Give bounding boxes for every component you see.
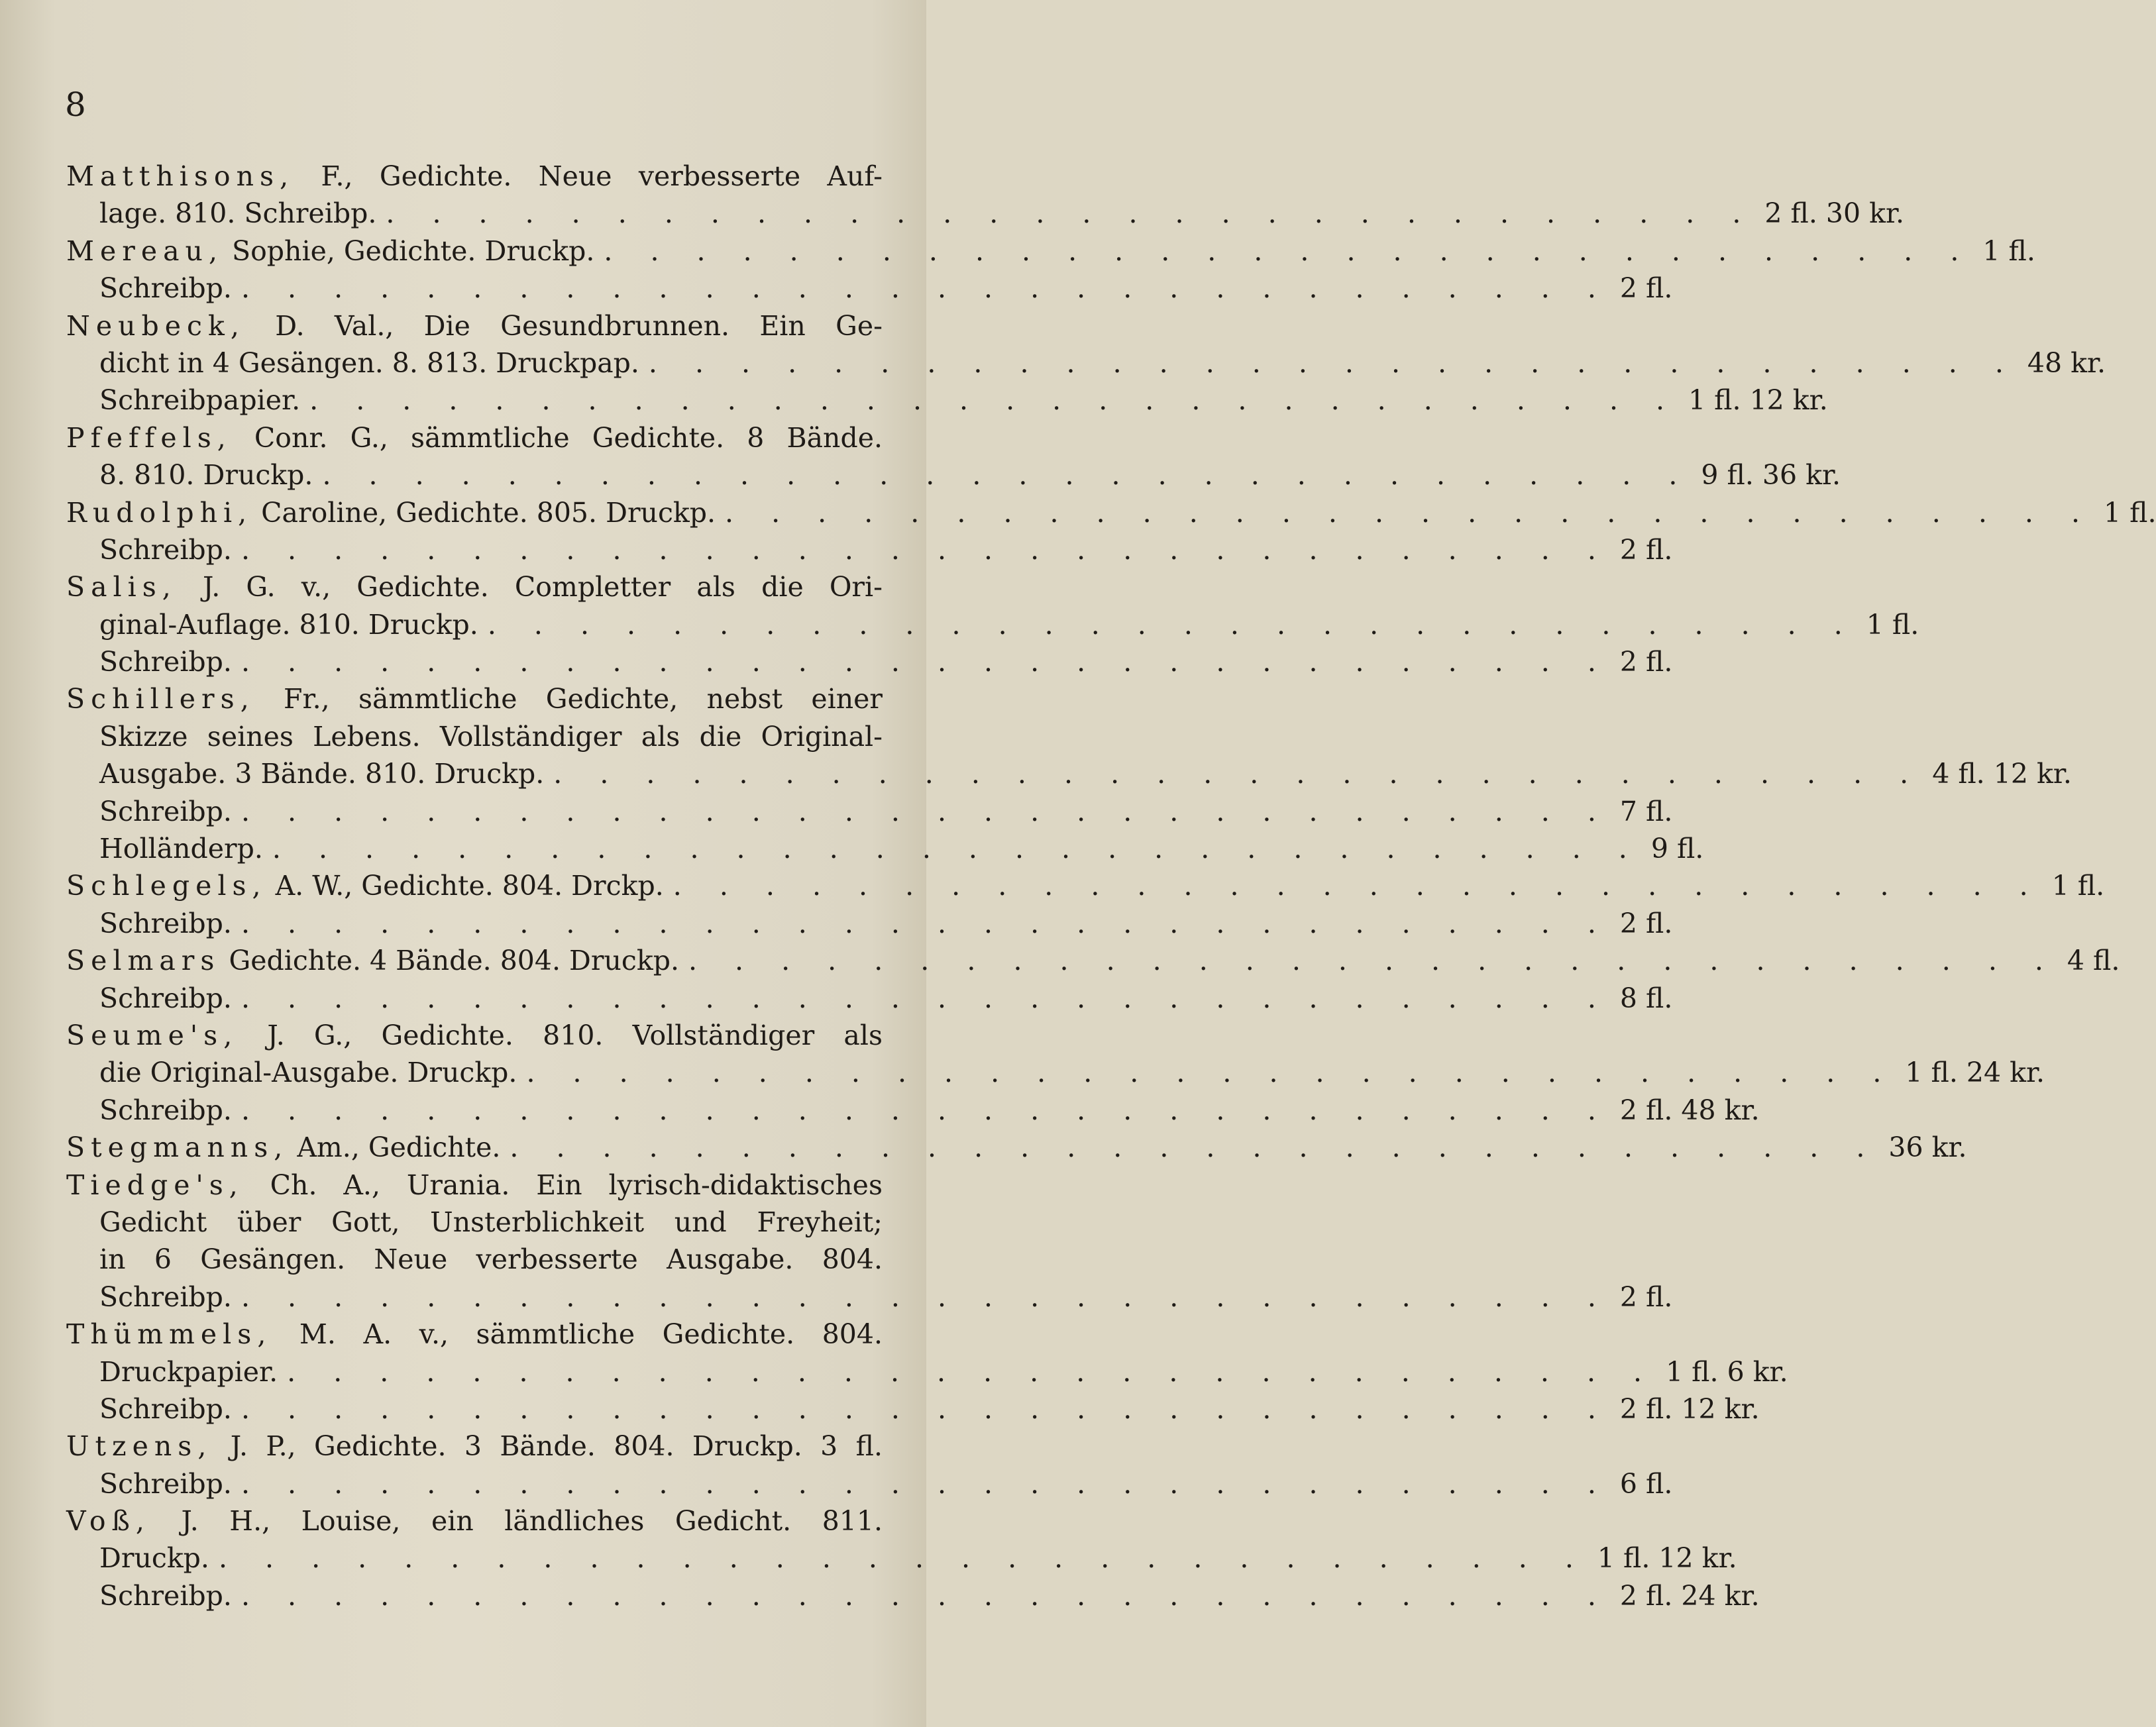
- entry-line: [66, 1502, 883, 1540]
- entry-description: A. W., Gedichte. 804. Drckp.: [266, 870, 664, 902]
- catalog-entry: [66, 233, 2035, 307]
- entry-description: in 6 Gesängen. Neue verbesserte Ausgabe. 804.: [99, 1243, 883, 1276]
- price: 1 fl.: [2103, 496, 2156, 529]
- entry-text: [99, 643, 232, 680]
- price: 6 fl.: [1619, 1467, 1673, 1500]
- entry-description: Schreibp.: [99, 795, 232, 827]
- dot-leader: . . . . . . . . . . . . . . . . . . . . . . . . . . . . . .: [287, 1355, 1657, 1388]
- entry-line: [66, 1092, 1760, 1129]
- dot-leader: . . . . . . . . . . . . . . . . . . . . . . . . . . . . . .: [241, 982, 1611, 1014]
- dot-leader: . . . . . . . . . . . . . . . . . . . . . . . . . . . . . .: [725, 496, 2094, 529]
- entry-description: Schreibp.: [99, 1392, 232, 1425]
- entry-line: [66, 233, 2035, 270]
- dot-leader: . . . . . . . . . . . . . . . . . . . . . . . . . . . . . .: [272, 833, 1642, 865]
- catalog-entries: [66, 158, 2156, 1614]
- entry-line: [66, 1204, 883, 1241]
- dot-leader: . . . . . . . . . . . . . . . . . . . . . . . . . . . . . .: [510, 1131, 1880, 1164]
- dot-leader: . . . . . . . . . . . . . . . . . . . . . . . . . . . . . .: [241, 272, 1611, 305]
- catalog-entry: [66, 419, 1841, 494]
- dot-leader: . . . . . . . . . . . . . . . . . . . . . . . . . . . . . .: [309, 384, 1680, 417]
- entry-text: [99, 270, 232, 307]
- entry-description: Schreibp.: [99, 1467, 232, 1500]
- dot-leader: . . . . . . . . . . . . . . . . . . . . . . . . . . . . . .: [241, 795, 1611, 827]
- entry-description: Caroline, Gedichte. 805. Druckp.: [252, 496, 716, 529]
- author-name: Selmars: [66, 945, 221, 977]
- author-name: Schillers,: [66, 683, 255, 715]
- entry-description: Schreibp.: [99, 1094, 232, 1126]
- entry-text: [99, 1577, 232, 1614]
- entry-description: lage. 810. Schreibp.: [99, 197, 377, 230]
- entry-description: J. H., Louise, ein ländliches Gedicht. 811.: [150, 1505, 883, 1538]
- entry-text: [66, 1129, 500, 1166]
- entry-description: Am., Gedichte.: [288, 1131, 501, 1164]
- dot-leader: . . . . . . . . . . . . . . . . . . . . . . . . . . . . . .: [604, 235, 1974, 267]
- entry-description: Ausgabe. 3 Bände. 810. Druckp.: [99, 758, 545, 790]
- author-name: Rudolphi,: [66, 496, 253, 529]
- entry-description: Schreibp.: [99, 907, 232, 939]
- author-name: Schlegels,: [66, 870, 267, 902]
- dot-leader: . . . . . . . . . . . . . . . . . . . . . . . . . . . . . .: [553, 758, 1923, 790]
- dot-leader: . . . . . . . . . . . . . . . . . . . . . . . . . . . . . .: [241, 1579, 1611, 1612]
- entry-line: [66, 830, 1704, 867]
- entry-line: [66, 419, 883, 456]
- entry-line: [66, 568, 883, 605]
- entry-text: [99, 755, 544, 792]
- entry-line: [66, 158, 883, 195]
- entry-description: Schreibp.: [99, 272, 232, 305]
- price: 1 fl. 12 kr.: [1688, 384, 1828, 417]
- entry-description: J. G. v., Gedichte. Completter als die Ori-: [176, 571, 883, 603]
- price: 2 fl.: [1619, 272, 1673, 305]
- price: 9 fl. 36 kr.: [1701, 459, 1841, 492]
- entry-line: [66, 1017, 883, 1054]
- author-name: Mereau,: [66, 235, 223, 267]
- author-name: Stegmanns,: [66, 1131, 289, 1164]
- entry-text: [99, 830, 263, 867]
- price: 2 fl. 24 kr.: [1619, 1579, 1760, 1612]
- entry-description: F., Gedichte. Neue verbesserte Auf-: [294, 160, 883, 192]
- entry-text: [66, 1505, 883, 1537]
- price: 48 kr.: [2027, 346, 2106, 379]
- author-name: Tiedge's,: [66, 1169, 244, 1201]
- entry-description: Druckpapier.: [99, 1355, 278, 1388]
- entry-line: [66, 1390, 1760, 1428]
- entry-description: Sophie, Gedichte. Druckp.: [223, 235, 595, 267]
- price: 4 fl. 12 kr.: [1932, 758, 2072, 790]
- dot-leader: . . . . . . . . . . . . . . . . . . . . . . . . . . . . . .: [241, 1281, 1611, 1313]
- dot-leader: . . . . . . . . . . . . . . . . . . . . . . . . . . . . . .: [526, 1057, 1896, 1089]
- entry-description: Gedicht über Gott, Unsterblichkeit und Freyheit;: [99, 1206, 883, 1238]
- catalog-entry: [66, 1502, 1760, 1614]
- entry-description: Conr. G., sämmtliche Gedichte. 8 Bände.: [231, 421, 883, 454]
- price: 1 fl. 6 kr.: [1666, 1355, 1788, 1388]
- entry-line: [66, 195, 1905, 232]
- entry-line: [66, 755, 2072, 792]
- entry-text: [66, 1169, 883, 1201]
- entry-text: [99, 456, 313, 494]
- page-number: 8: [65, 85, 86, 124]
- catalog-entry: [66, 867, 2105, 942]
- dot-leader: . . . . . . . . . . . . . . . . . . . . . . . . . . . . . .: [688, 945, 2058, 977]
- entry-line: [66, 456, 1841, 494]
- entry-description: 8. 810. Druckp.: [99, 459, 313, 492]
- entry-description: Schreibp.: [99, 1579, 232, 1612]
- entry-line: [66, 1465, 1673, 1502]
- entry-line: [66, 270, 1673, 307]
- entry-text: [99, 382, 300, 419]
- entry-line: [66, 1241, 883, 1278]
- author-name: Neubeck,: [66, 309, 245, 342]
- entry-line: [66, 1577, 1760, 1614]
- entry-text: [66, 867, 664, 904]
- entry-text: [99, 1054, 517, 1091]
- author-name: Pfeffels,: [66, 421, 232, 454]
- catalog-entry: [66, 1316, 1788, 1428]
- entry-description: Holländerp.: [99, 833, 263, 865]
- entry-text: [66, 1318, 883, 1350]
- catalog-entry: [66, 568, 1919, 680]
- entry-text: [99, 1540, 209, 1577]
- catalog-entry: [66, 1428, 1673, 1502]
- catalog-entry: [66, 1167, 1673, 1316]
- price: 36 kr.: [1888, 1131, 1967, 1164]
- author-name: Matthisons,: [66, 160, 295, 192]
- price: 2 fl. 12 kr.: [1619, 1392, 1760, 1425]
- price: 4 fl.: [2067, 945, 2120, 977]
- entry-line: [66, 793, 1673, 830]
- price: 2 fl.: [1619, 907, 1673, 939]
- price: 7 fl.: [1619, 795, 1673, 827]
- dot-leader: . . . . . . . . . . . . . . . . . . . . . . . . . . . . . .: [487, 608, 1857, 641]
- entry-line: [66, 1279, 1673, 1316]
- price: 2 fl.: [1619, 1281, 1673, 1313]
- entry-line: [66, 606, 1919, 643]
- catalog-entry: [66, 307, 2106, 419]
- entry-description: Schreibp.: [99, 982, 232, 1014]
- entry-line: [66, 718, 883, 755]
- catalog-entry: [66, 1017, 2045, 1129]
- entry-text: [99, 721, 883, 753]
- dot-leader: . . . . . . . . . . . . . . . . . . . . . . . . . . . . . .: [673, 870, 2043, 902]
- entry-description: M. A. v., sämmtliche Gedichte. 804.: [272, 1318, 883, 1351]
- entry-line: [66, 494, 2156, 531]
- author-name: Utzens,: [66, 1430, 213, 1463]
- entry-line: [66, 1540, 1737, 1577]
- price: 2 fl. 30 kr.: [1764, 197, 1905, 230]
- dot-leader: . . . . . . . . . . . . . . . . . . . . . . . . . . . . . .: [241, 646, 1611, 678]
- entry-text: [99, 905, 232, 942]
- entry-line: [66, 680, 883, 717]
- entry-line: [66, 942, 2120, 979]
- entry-line: [66, 344, 2106, 382]
- dot-leader: . . . . . . . . . . . . . . . . . . . . . . . . . . . . . .: [241, 1392, 1611, 1425]
- price: 2 fl. 48 kr.: [1619, 1094, 1760, 1126]
- entry-description: Schreibp.: [99, 1281, 232, 1313]
- entry-line: [66, 1054, 2045, 1091]
- entry-line: [66, 1129, 1967, 1166]
- entry-text: [66, 310, 883, 342]
- entry-text: [99, 1243, 883, 1275]
- entry-text: [99, 606, 478, 643]
- dot-leader: . . . . . . . . . . . . . . . . . . . . . . . . . . . . . .: [241, 907, 1611, 939]
- catalog-entry: [66, 680, 2072, 867]
- entry-text: [99, 1279, 232, 1316]
- entry-line: [66, 382, 1828, 419]
- entry-text: [66, 233, 594, 270]
- entry-text: [66, 494, 716, 531]
- entry-description: D. Val., Die Gesundbrunnen. Ein Ge-: [244, 309, 883, 342]
- price: 9 fl.: [1650, 833, 1704, 865]
- entry-description: J. G., Gedichte. 810. Vollständiger als: [238, 1019, 883, 1051]
- dot-leader: . . . . . . . . . . . . . . . . . . . . . . . . . . . . . .: [386, 197, 1756, 230]
- entry-description: Druckp.: [99, 1542, 209, 1575]
- entry-description: Gedichte. 4 Bände. 804. Druckp.: [220, 945, 679, 977]
- entry-text: [66, 1430, 883, 1462]
- entry-line: [66, 531, 1673, 568]
- entry-description: Skizze seines Lebens. Vollständiger als die Original-: [99, 720, 883, 753]
- entry-description: Schreibp.: [99, 646, 232, 678]
- entry-text: [99, 344, 639, 382]
- entry-text: [99, 531, 232, 568]
- entry-text: [66, 942, 679, 979]
- entry-text: [99, 1092, 232, 1129]
- dot-leader: . . . . . . . . . . . . . . . . . . . . . . . . . . . . . .: [322, 459, 1692, 492]
- dot-leader: . . . . . . . . . . . . . . . . . . . . . . . . . . . . . .: [241, 1467, 1611, 1500]
- entry-text: [99, 793, 232, 830]
- entry-text: [66, 571, 883, 603]
- entry-line: [66, 1353, 1788, 1390]
- entry-text: [99, 195, 376, 232]
- entry-line: [66, 307, 883, 344]
- price: 1 fl.: [1866, 608, 1919, 641]
- entry-line: [66, 1167, 883, 1204]
- catalog-entry: [66, 1129, 1967, 1166]
- entry-line: [66, 1428, 883, 1465]
- entry-description: die Original-Ausgabe. Druckp.: [99, 1057, 517, 1089]
- entry-description: dicht in 4 Gesängen. 8. 813. Druckpap.: [99, 346, 639, 379]
- entry-description: ginal-Auflage. 810. Druckp.: [99, 608, 478, 641]
- price: 1 fl.: [1982, 235, 2035, 267]
- entry-text: [99, 1390, 232, 1428]
- dot-leader: . . . . . . . . . . . . . . . . . . . . . . . . . . . . . .: [648, 346, 2018, 379]
- entry-line: [66, 867, 2105, 904]
- price: 2 fl.: [1619, 646, 1673, 678]
- author-name: Voß,: [66, 1505, 150, 1538]
- price: 8 fl.: [1619, 982, 1673, 1014]
- entry-line: [66, 1316, 883, 1353]
- entry-line: [66, 905, 1673, 942]
- entry-text: [99, 1206, 883, 1238]
- catalog-entry: [66, 494, 2156, 569]
- entry-text: [66, 683, 883, 715]
- entry-description: Fr., sämmtliche Gedichte, nebst einer: [254, 683, 883, 715]
- entry-line: [66, 643, 1673, 680]
- entry-line: [66, 980, 1673, 1017]
- entry-description: J. P., Gedichte. 3 Bände. 804. Druckp. 3 fl.: [212, 1430, 883, 1463]
- dot-leader: . . . . . . . . . . . . . . . . . . . . . . . . . . . . . .: [241, 1094, 1611, 1126]
- author-name: Salis,: [66, 571, 177, 603]
- dot-leader: . . . . . . . . . . . . . . . . . . . . . . . . . . . . . .: [218, 1542, 1588, 1575]
- entry-text: [66, 1020, 883, 1051]
- entry-text: [66, 422, 883, 454]
- price: 1 fl. 12 kr.: [1597, 1542, 1737, 1575]
- dot-leader: . . . . . . . . . . . . . . . . . . . . . . . . . . . . . .: [241, 533, 1611, 566]
- entry-text: [99, 1465, 232, 1502]
- entry-description: Schreibp.: [99, 533, 232, 566]
- price: 1 fl. 24 kr.: [1905, 1057, 2045, 1089]
- entry-text: [66, 160, 883, 192]
- entry-text: [99, 980, 232, 1017]
- price: 1 fl.: [2051, 870, 2105, 902]
- entry-description: Schreibpapier.: [99, 384, 301, 417]
- entry-description: Ch. A., Urania. Ein lyrisch-didaktisches: [243, 1169, 883, 1201]
- entry-text: [99, 1353, 278, 1390]
- author-name: Thümmels,: [66, 1318, 272, 1351]
- catalog-entry: [66, 158, 1905, 233]
- author-name: Seume's,: [66, 1019, 239, 1051]
- catalog-entry: [66, 942, 2120, 1017]
- price: 2 fl.: [1619, 533, 1673, 566]
